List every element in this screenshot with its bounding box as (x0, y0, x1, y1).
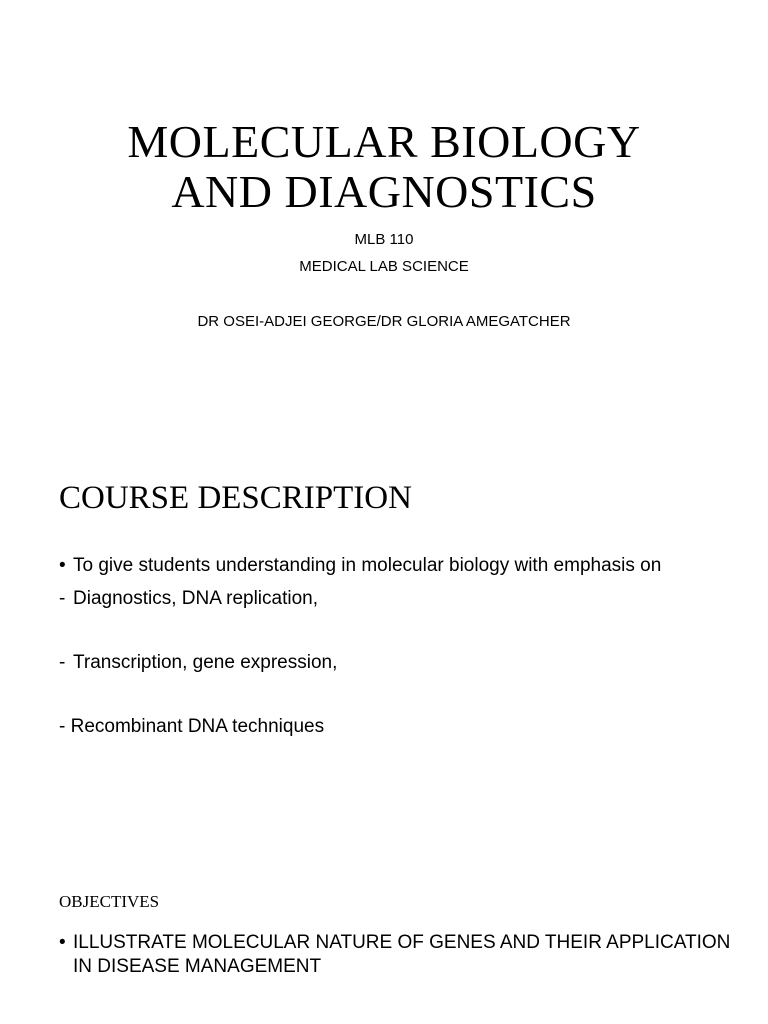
description-item: - Recombinant DNA techniques (59, 716, 325, 737)
page-title-line-1: MOLECULAR BIOLOGY (127, 116, 641, 167)
course-code: MLB 110 (354, 231, 414, 248)
objectives-heading: OBJECTIVES (59, 892, 160, 911)
bullet-marker: • (59, 932, 66, 953)
description-bullet (59, 554, 661, 578)
course-description-heading: COURSE DESCRIPTION (59, 480, 412, 516)
dash-marker: - (59, 652, 66, 673)
page-title-line-2: AND DIAGNOSTICS (171, 166, 597, 217)
lecturers: DR OSEI-ADJEI GEORGE/DR GLORIA AMEGATCHER (197, 313, 571, 330)
bullet-marker: • (59, 555, 66, 576)
description-item (59, 587, 318, 611)
description-text: To give students understanding in molecular biology with emphasis on (73, 555, 662, 576)
dash-marker: - (59, 588, 66, 609)
program-name: MEDICAL LAB SCIENCE (299, 258, 469, 275)
objective-bullet (59, 931, 730, 955)
description-item (59, 651, 337, 675)
objective-text-line-1: ILLUSTRATE MOLECULAR NATURE OF GENES AND THEIR APPLICATION (73, 932, 731, 953)
description-text: Transcription, gene expression, (73, 652, 338, 673)
description-text: Diagnostics, DNA replication, (73, 588, 318, 609)
objective-text-line-2: IN DISEASE MANAGEMENT (73, 956, 322, 977)
